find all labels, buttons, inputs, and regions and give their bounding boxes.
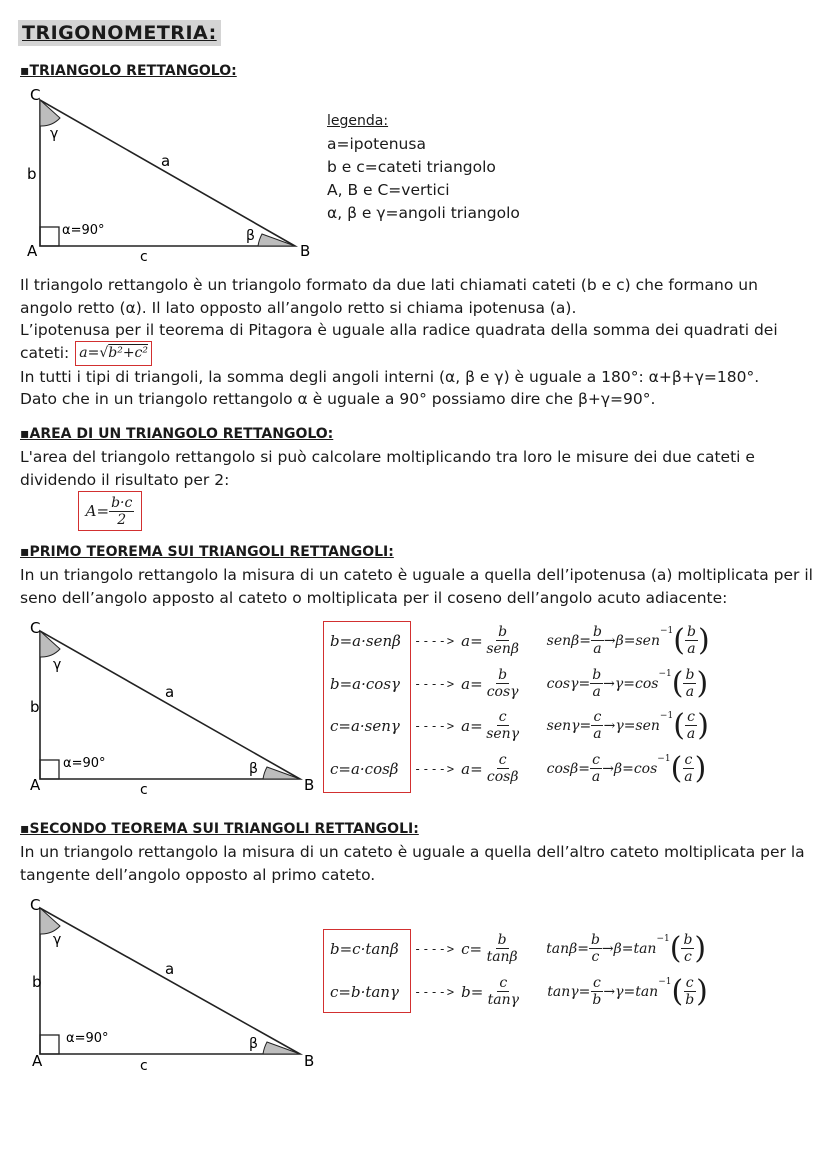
formula-lhs: c=b·tanγ xyxy=(330,982,399,1001)
svg-text:C: C xyxy=(30,619,41,637)
primo-formula-row: b=a·senβ ----> a= $\frac{b}{\text{senβ}}$ senβ= $\frac{b}{a}$ →β=sen $^{-1}$ ( $\frac{b}{a}$ ) xyxy=(330,622,710,658)
page-title: TRIGONOMETRIA: xyxy=(18,20,221,46)
label-vertex-b: B xyxy=(300,242,311,260)
pitagora-formula: a=√b²+c² xyxy=(75,341,152,366)
formula-fraction: $\frac{c}{\cos\beta}$ xyxy=(486,752,519,785)
arrow-icon: ----> xyxy=(414,984,456,999)
label-right-angle: α=90° xyxy=(62,223,105,238)
area-formula: A= $\frac{b\cdot c}{2}$ xyxy=(78,491,142,531)
section-heading-area: ▪AREA DI UN TRIANGOLO RETTANGOLO: xyxy=(20,426,334,442)
primo-formula-row: c=a·cosβ ----> a= $\frac{c}{\cos\beta}$ cosβ= $\frac{c}{a}$ →β=cos $^{-1}$ ( $\frac{c}{a}$ ) xyxy=(330,750,707,786)
formula-fraction: $\frac{b}{\text{senβ}}$ xyxy=(486,624,519,657)
primo-formula-row: c=a·senγ ----> a= $\frac{c}{\text{senγ}}$ senγ= $\frac{c}{a}$ →γ=sen $^{-1}$ ( $\frac{c}{a}$ ) xyxy=(330,707,709,743)
formula-fraction: $\frac{c}{\text{senγ}}$ xyxy=(486,709,520,742)
label-side-b: b xyxy=(27,165,37,183)
svg-text:c: c xyxy=(140,782,148,797)
arrow-icon: ----> xyxy=(414,633,456,648)
arrow-icon: ----> xyxy=(414,676,456,691)
formula-fraction: $\frac{b}{\cos\gamma}$ xyxy=(486,667,519,700)
svg-text:α=90°: α=90° xyxy=(66,1031,109,1046)
svg-text:b: b xyxy=(30,698,40,716)
svg-text:A: A xyxy=(32,1052,43,1070)
arrow-icon: ----> xyxy=(414,718,456,733)
svg-text:B: B xyxy=(304,1052,315,1070)
svg-text:B: B xyxy=(304,776,315,794)
label-side-a: a xyxy=(161,152,171,170)
svg-text:γ: γ xyxy=(53,657,62,673)
primo-formula-row: b=a·cosγ ----> a= $\frac{b}{\cos\gamma}$ cosγ= $\frac{b}{a}$ →γ=cos $^{-1}$ ( $\frac{b}{a}$ ) xyxy=(330,665,709,701)
legend-title: legenda: xyxy=(327,113,389,129)
secondo-formula-row: b=c·tanβ ----> c= $\frac{b}{\tan\beta}$ tanβ= $\frac{b}{c}$ →β=tan $^{-1}$ ( $\frac{b}{c}$ ) xyxy=(330,930,707,966)
paragraph-secondo: In un triangolo rettangolo la misura di un cateto è uguale a quella dell’altro cateto moltiplicata per la tangente dell’angolo opposto al primo cateto. xyxy=(20,843,805,884)
triangle-diagram-1 xyxy=(20,86,320,266)
legend-line-1: a=ipotenusa xyxy=(327,135,426,153)
section-heading-primo: ▪PRIMO TEOREMA SUI TRIANGOLI RETTANGOLI: xyxy=(20,544,394,560)
section-heading-secondo: ▪SECONDO TEOREMA SUI TRIANGOLI RETTANGOLI: xyxy=(20,821,419,837)
svg-text:A: A xyxy=(30,776,41,794)
paragraph-primo: In un triangolo rettangolo la misura di un cateto è uguale a quella dell’ipotenusa (a) moltiplicata per il seno dell’angolo apposto al cateto o moltiplicata per il coseno dell’angolo acuto adiacente: xyxy=(20,566,813,607)
paragraph-area: L'area del triangolo rettangolo si può calcolare moltiplicando tra loro le misure dei due cateti e dividendo il risultato per 2: xyxy=(20,448,755,489)
svg-text:γ: γ xyxy=(53,932,62,948)
svg-text:c: c xyxy=(140,1058,148,1074)
label-gamma: γ xyxy=(50,126,59,142)
formula-lhs: b=a·cosγ xyxy=(330,674,400,693)
legend-line-3: A, B e C=vertici xyxy=(327,181,450,199)
triangle-diagram-3 xyxy=(20,894,320,1074)
paragraph-triangolo: Il triangolo rettangolo è un triangolo formato da due lati chiamati cateti (b e c) che formano un angolo retto (α). Il lato opposto all’angolo retto si chiama ipotenusa (a). L’ipotenusa per il teorema di Pitagora è uguale alla radice quadrata della somma dei quadrati dei cateti: a=√b²+c² In tutti i tipi di triangoli, la somma degli angoli interni (α, β e γ) è uguale a 180°: α+β+γ=180°. Dato che in un triangolo rettangolo α è uguale a 90° possiamo dire che β+γ=90°. xyxy=(20,276,778,408)
svg-text:a: a xyxy=(165,683,175,701)
label-vertex-a: A xyxy=(27,242,38,260)
arrow-icon: ----> xyxy=(414,941,456,956)
svg-text:b: b xyxy=(32,973,42,991)
legend-line-4: α, β e γ=angoli triangolo xyxy=(327,204,520,222)
formula-lhs: c=a·senγ xyxy=(330,716,400,735)
arrow-icon: ----> xyxy=(414,761,456,776)
svg-text:α=90°: α=90° xyxy=(63,756,106,771)
formula-fraction: $\frac{b}{\tan\beta}$ xyxy=(486,932,518,965)
secondo-formula-row: c=b·tanγ ----> b= $\frac{c}{\tan\gamma}$ tanγ= $\frac{c}{b}$ →γ=tan $^{-1}$ ( $\frac{c}{b}$ ) xyxy=(330,973,708,1009)
formula-lhs: b=a·senβ xyxy=(330,631,401,650)
svg-text:β: β xyxy=(249,1036,258,1052)
svg-text:C: C xyxy=(30,896,41,914)
label-side-c: c xyxy=(140,249,148,265)
legend xyxy=(327,110,520,225)
triangle-diagram-2 xyxy=(20,617,320,797)
formula-lhs: b=c·tanβ xyxy=(330,939,399,958)
label-vertex-c: C xyxy=(30,86,41,104)
svg-text:β: β xyxy=(249,761,258,777)
label-beta: β xyxy=(246,228,255,244)
section-heading-triangolo: ▪TRIANGOLO RETTANGOLO: xyxy=(20,63,237,79)
formula-lhs: c=a·cosβ xyxy=(330,759,399,778)
svg-text:a: a xyxy=(165,960,175,978)
legend-line-2: b e c=cateti triangolo xyxy=(327,158,496,176)
formula-fraction: $\frac{c}{\tan\gamma}$ xyxy=(487,975,519,1008)
